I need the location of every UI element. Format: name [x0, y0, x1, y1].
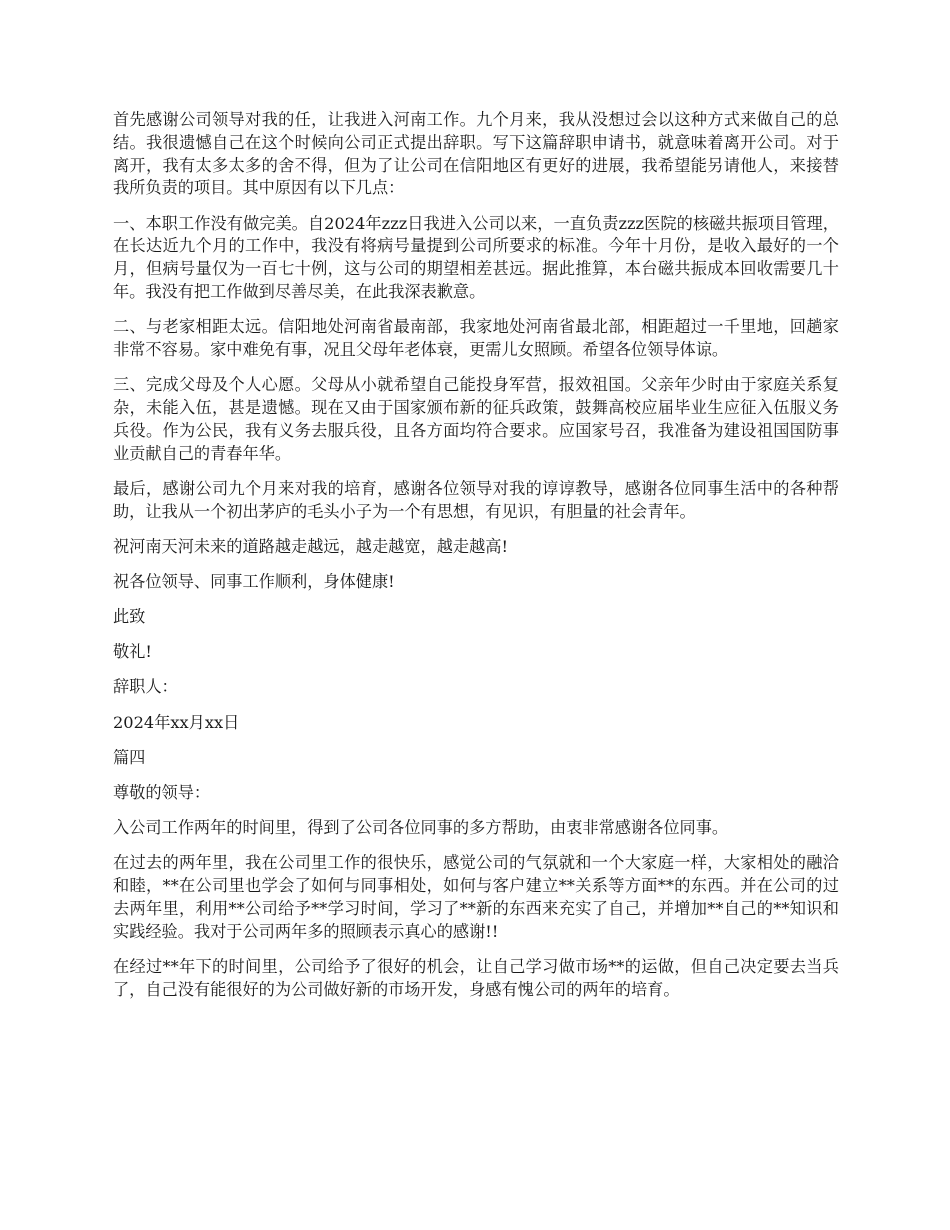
signature-date: 2024年xx月xx日: [113, 712, 240, 732]
paragraph-reason-one: 一、本职工作没有做完美。自2024年zzz日我进入公司以来，一直负责zzz医院的核磁共振项目管理，在长达近九个月的工作中，我没有将病号量提到公司所要求的标准。今年十月份，是收入最好的一个月，但病号量仅为一百七十例，这与公司的期望相差甚远。据此推算，本台磁共振成本回收需要几十年。我没有把工作做到尽善尽美，在此我深表歉意。: [113, 213, 839, 301]
section-heading: 篇四: [113, 747, 146, 767]
paragraph-wish-colleagues: 祝各位领导、同事工作顺利，身体健康!: [113, 571, 395, 591]
paragraph-reason-two: 二、与老家相距太远。信阳地处河南省最南部，我家地处河南省最北部，相距超过一千里地，回趟家非常不容易。家中难免有事，况且父母年老体衰，更需儿女照顾。希望各位领导体谅。: [113, 317, 839, 359]
paragraph-intro: 首先感谢公司领导对我的任，让我进入河南工作。九个月来，我从没想过会以这种方式来做自己的总结。我很遗憾自己在这个时候向公司正式提出辞职。写下这篇辞职申请书，就意味着离开公司。对于离开，我有太多太多的舍不得，但为了让公司在信阳地区有更好的进展，我希望能另请他人，来接替我所负责的项目。其中原因有以下几点：: [113, 110, 839, 198]
letter-greeting: 尊敬的领导：: [113, 783, 211, 803]
paragraph-wish-company: 祝河南天河未来的道路越走越远，越走越宽，越走越高!: [113, 536, 509, 556]
paragraph-thanks: 最后，感谢公司九个月来对我的培育，感谢各位领导对我的谆谆教导，感谢各位同事生活中的各种帮助，让我从一个初出茅庐的毛头小子为一个有思想，有见识，有胆量的社会青年。: [113, 478, 839, 521]
paragraph-reason-three: 三、完成父母及个人心愿。父母从小就希望自己能投身军营，报效祖国。父亲年少时由于家庭关系复杂，未能入伍，甚是遗憾。现在又由于国家颁布新的征兵政策，鼓舞高校应届毕业生应征入伍服义务兵役。作为公民，我有义务去服兵役，且各方面均符合要求。应国家号召，我准备为建设祖国国防事业贡献自己的青春年华。: [113, 375, 839, 463]
paragraph-past-two-years: 在过去的两年里，我在公司里工作的很快乐，感觉公司的气氛就和一个大家庭一样，大家相处的融洽和睦，**在公司里也学会了如何与同事相处，如何与客户建立**关系等方面**的东西。并在公司的过去两年里，利用**公司给予**学习时间，学习了**新的东西来充实了自己，并增加**自己的**知识和实践经验。我对于公司两年多的照顾表示真心的感谢!!: [113, 853, 839, 941]
signature-label: 辞职人：: [113, 677, 178, 697]
closing-salutation: 此致: [113, 607, 146, 627]
document-body: [113, 109, 839, 1014]
paragraph-gratitude: 入公司工作两年的时间里，得到了公司各位同事的多方帮助，由衷非常感谢各位同事。: [113, 818, 729, 838]
closing-regards: 敬礼!: [113, 642, 152, 662]
paragraph-leaving: 在经过**年下的时间里，公司给予了很好的机会，让自己学习做市场**的运做，但自己决定要去当兵了，自己没有能很好的为公司做好新的市场开发，身感有愧公司的两年的培育。: [113, 956, 839, 999]
